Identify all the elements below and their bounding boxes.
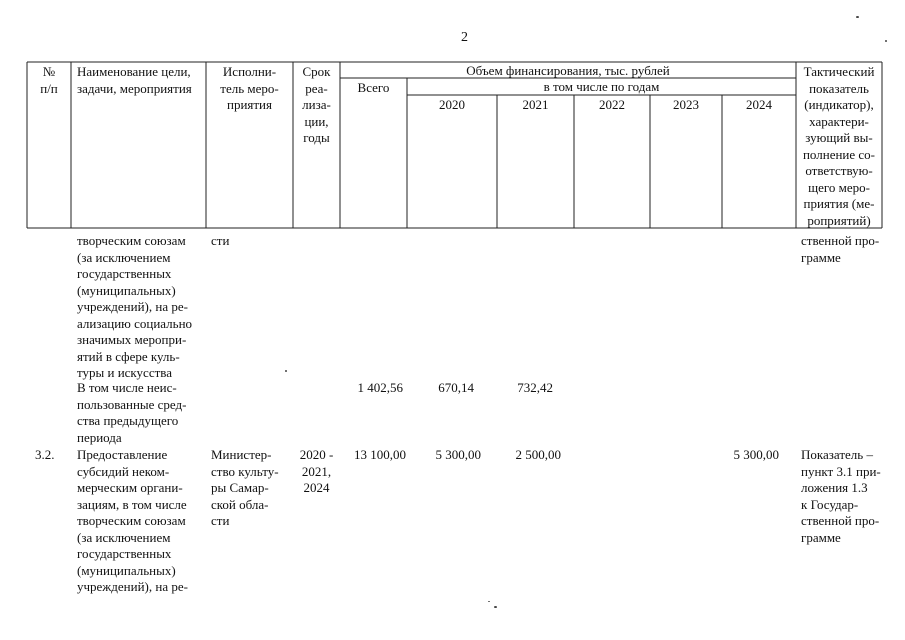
unused-total: 1 402,56 (357, 380, 403, 395)
row32-term: 2020 - 2021, 2024 (299, 447, 334, 495)
row32-num: 3.2. (35, 447, 55, 462)
row32-2020: 5 300,00 (435, 447, 481, 462)
header-name: Наименование цели, задачи, мероприятия (77, 64, 192, 96)
header-executor: Исполни- тель меро- приятия (220, 64, 279, 112)
unused-2020: 670,14 (438, 380, 474, 395)
header-indicator: Тактический показатель (индикатор), характери- зующий вы- полнение со- ответствую- щего меро- приятия (ме- роприятий) (802, 64, 876, 228)
row32-2024: 5 300,00 (733, 447, 779, 462)
cont-executor: сти (211, 233, 230, 248)
row32-name: Предоставление субсидий неком- мерческим органи- зациям, в том числе творческим союзам (за исключением государственных (муниципальных) учреждений), на ре- (77, 447, 188, 594)
header-year-2024: 2024 (746, 97, 772, 112)
row32-total: 13 100,00 (354, 447, 406, 462)
header-year-2021: 2021 (522, 97, 549, 112)
scan-speck (285, 370, 287, 372)
header-year-2022: 2022 (599, 97, 625, 112)
header-num: № п/п (40, 64, 58, 96)
row32-executor: Министер- ство культу- ры Самар- ской обла- сти (211, 447, 279, 528)
page-number: 2 (461, 30, 468, 45)
header-by-years: в том числе по годам (543, 79, 660, 94)
header-total: Всего (357, 80, 390, 95)
scan-speck (885, 40, 887, 42)
cont-name: творческим союзам (за исключением государственных (муниципальных) учреждений), на ре- ализацию социально значимых меропри- ятий в сфере куль- туры и искусства (77, 233, 193, 380)
unused-2021: 732,42 (517, 380, 553, 395)
header-term: Срок реа- лиза- ции, годы (302, 64, 331, 145)
header-year-2023: 2023 (673, 97, 699, 112)
scan-speck (488, 601, 490, 602)
unused-name: В том числе неис- пользованные сред- ства предыдущего периода (77, 380, 187, 445)
header-funding-title: Объем финансирования, тыс. рублей (466, 63, 670, 78)
row32-2021: 2 500,00 (515, 447, 561, 462)
scan-speck (856, 16, 859, 18)
scan-speck (494, 606, 497, 608)
cont-indicator: ственной про- грамме (801, 233, 880, 265)
row32-indicator: Показатель – пункт 3.1 при- ложения 1.3 к Государ- ственной про- грамме (801, 447, 881, 545)
header-year-2020: 2020 (439, 97, 465, 112)
